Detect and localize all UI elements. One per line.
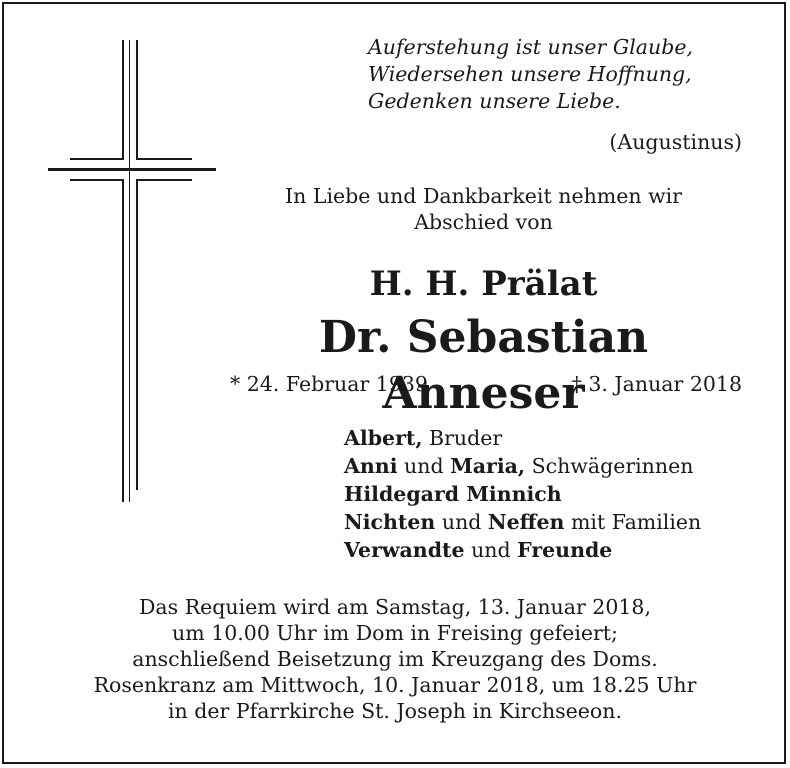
- mourner-name: Verwandte: [344, 538, 465, 562]
- intro-line: In Liebe und Dankbarkeit nehmen wir: [285, 184, 682, 208]
- service-line: um 10.00 Uhr im Dom in Freising gefeiert;: [172, 621, 618, 645]
- mourner-name: Hildegard Minnich: [344, 482, 562, 506]
- mourner-name: Anni: [344, 454, 398, 478]
- cross-icon: [48, 40, 216, 500]
- mourner-row: [344, 536, 754, 564]
- quote-line: Auferstehung ist unser Glaube,: [368, 35, 693, 59]
- quote-author: (Augustinus): [609, 130, 742, 154]
- mourner-text: und: [464, 538, 518, 562]
- service-line: anschließend Beisetzung im Kreuzgang des Doms.: [132, 647, 658, 671]
- mourner-row: [344, 480, 754, 508]
- service-line: Rosenkranz am Mittwoch, 10. Januar 2018, um 18.25 Uhr: [93, 673, 697, 697]
- service-line: in der Pfarrkirche St. Joseph in Kirchseeon.: [167, 699, 622, 723]
- mourner-name: Freunde: [517, 538, 613, 562]
- intro-line: Abschied von: [414, 210, 553, 234]
- service-line: Das Requiem wird am Samstag, 13. Januar 2018,: [139, 595, 651, 619]
- mourners-list: [344, 424, 754, 564]
- mourner-row: [344, 452, 754, 480]
- mourner-row: [344, 508, 754, 536]
- mourner-name: Maria,: [450, 454, 526, 478]
- mourner-name: Albert,: [344, 426, 423, 450]
- death-date: † 3. Januar 2018: [571, 372, 742, 396]
- mourner-name: Nichten: [344, 510, 436, 534]
- service-info: [4, 594, 786, 724]
- mourner-text: mit Familien: [564, 510, 702, 534]
- mourner-name: Neffen: [487, 510, 565, 534]
- mourner-text: und: [397, 454, 451, 478]
- deceased-name: Dr. Sebastian Anneser: [318, 312, 649, 419]
- mourner-text: Schwägerinnen: [525, 454, 694, 478]
- quote-line: Gedenken unsere Liebe.: [368, 89, 621, 113]
- mourner-text: und: [435, 510, 488, 534]
- quote: [368, 34, 748, 115]
- intro-text: [220, 183, 747, 235]
- mourner-text: Bruder: [422, 426, 503, 450]
- mourner-row: [344, 424, 754, 452]
- deceased-title: H. H. Prälat: [369, 264, 598, 304]
- quote-line: Wiedersehen unsere Hoffnung,: [368, 62, 692, 86]
- birth-date: * 24. Februar 1939: [230, 372, 428, 396]
